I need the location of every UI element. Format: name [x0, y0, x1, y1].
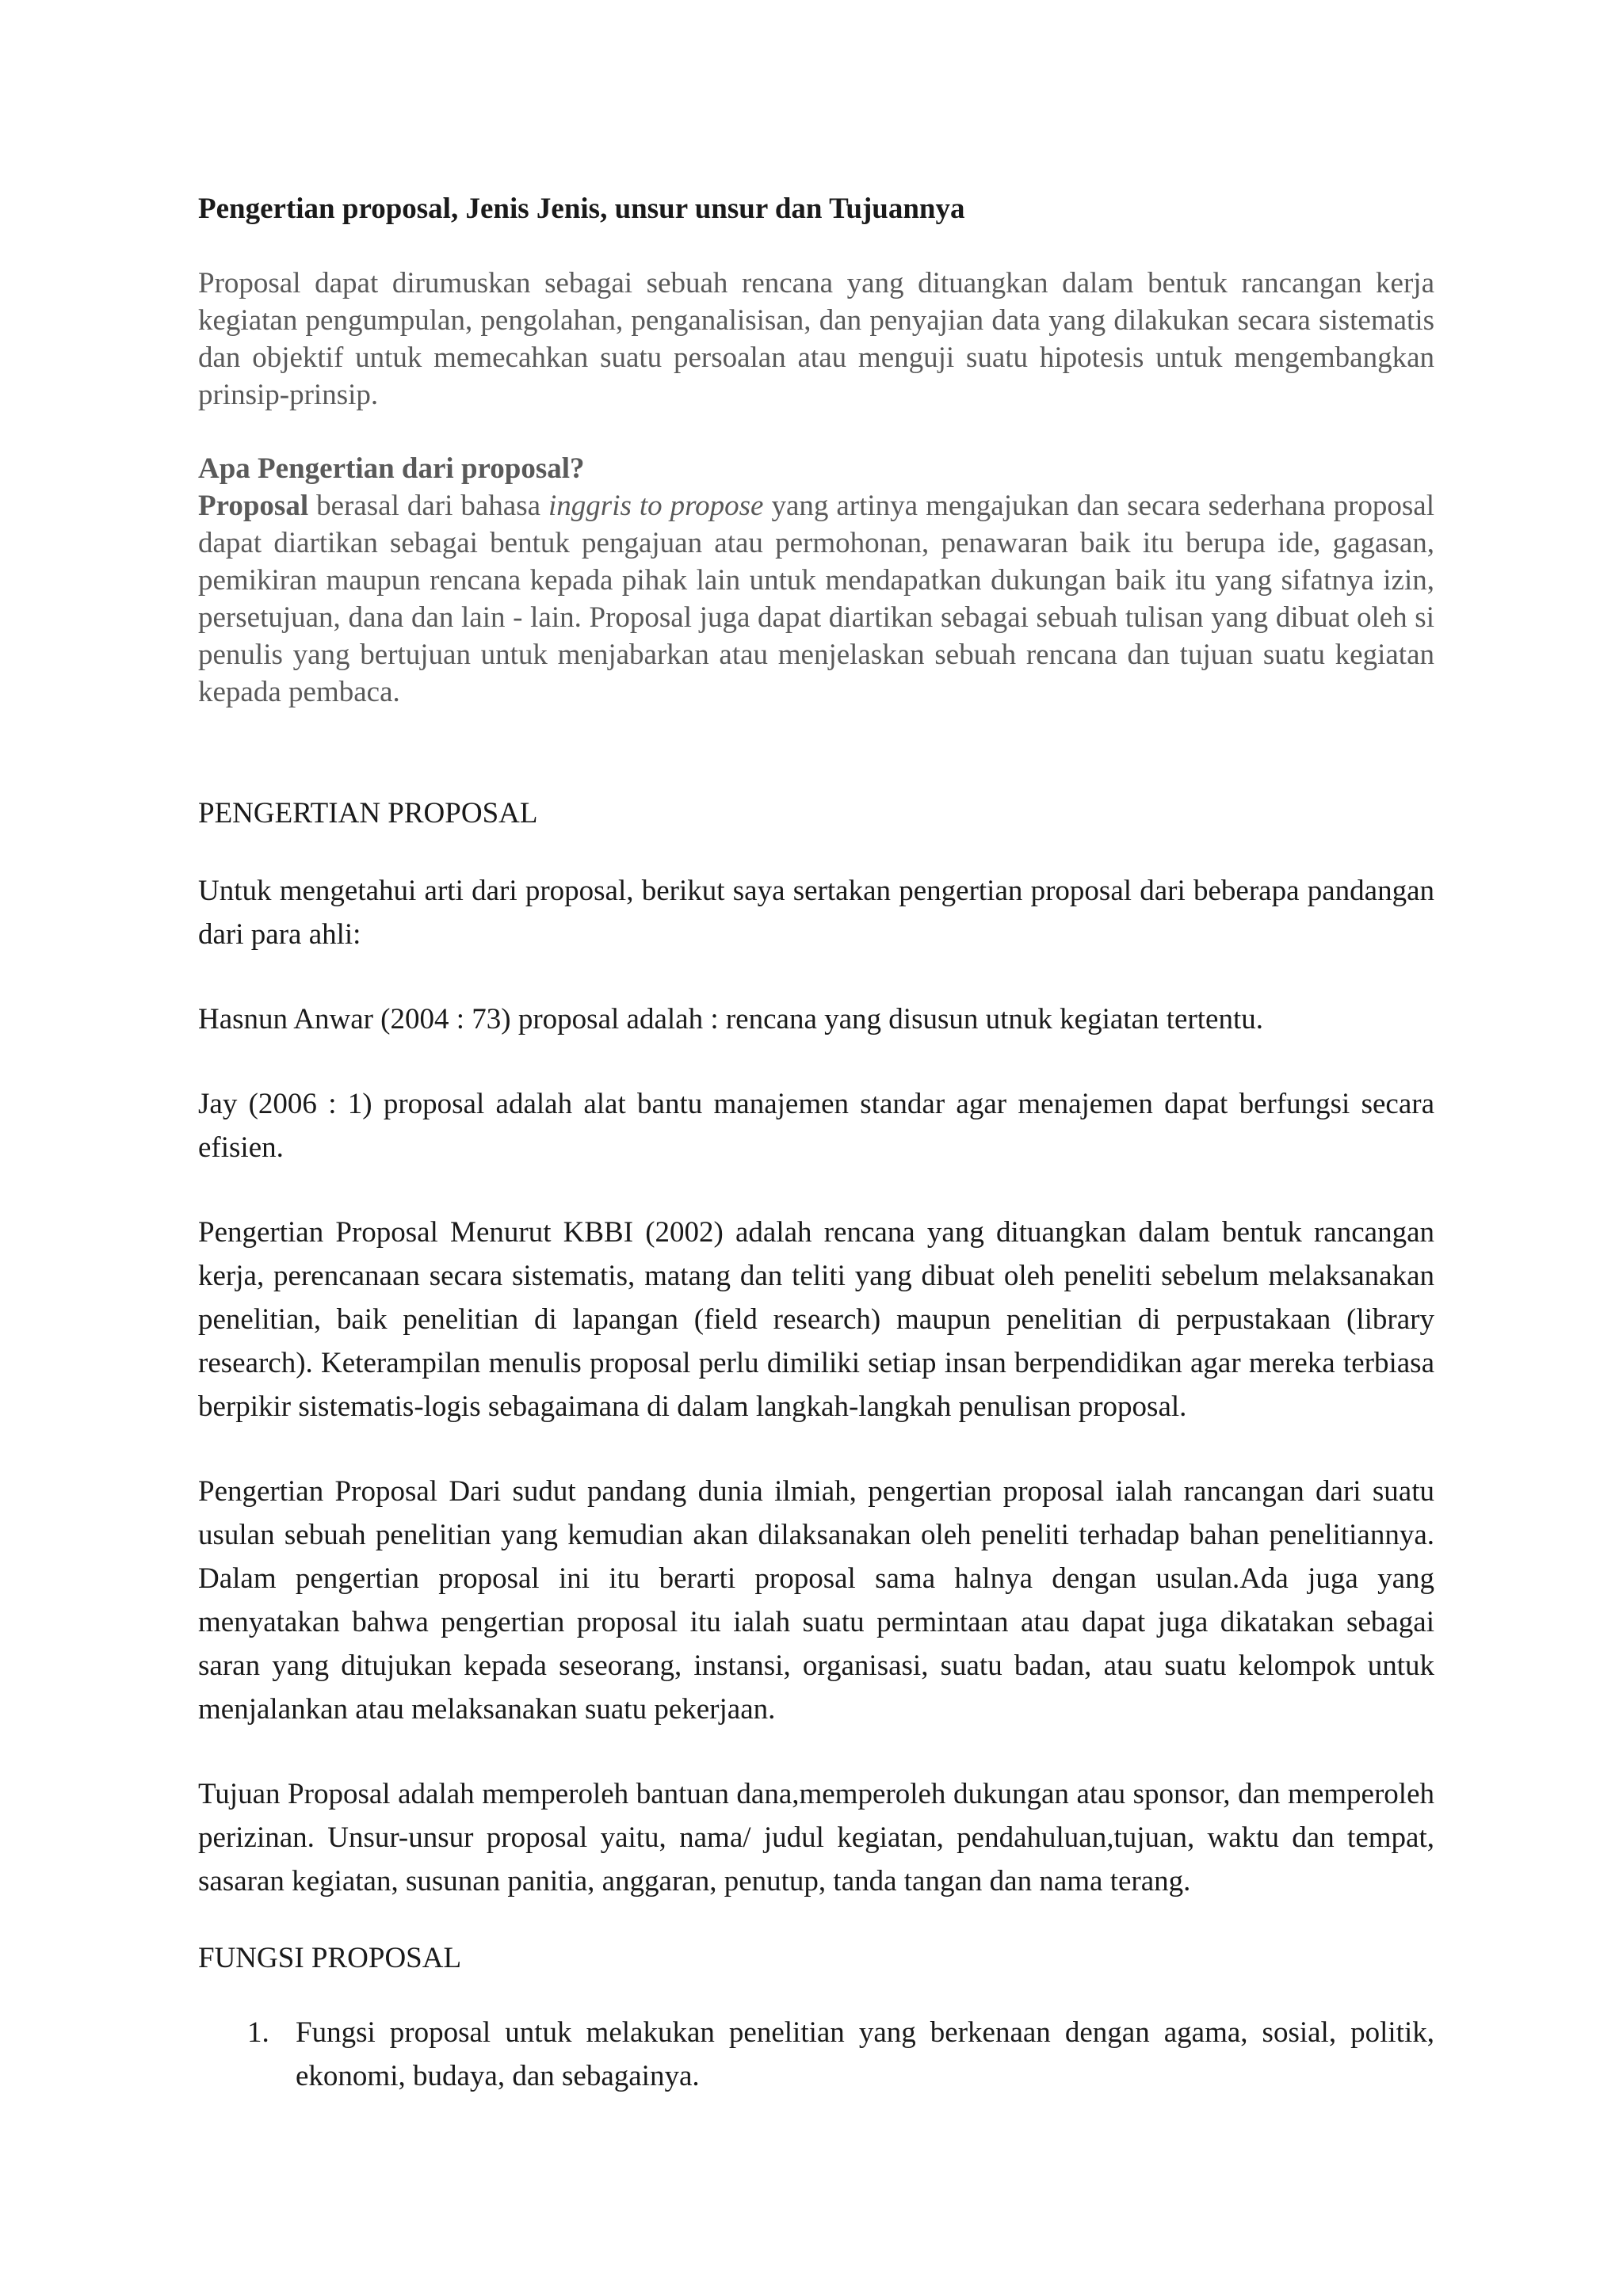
- document-page: [198, 190, 1434, 2098]
- definition-text-1: berasal dari bahasa: [308, 490, 549, 522]
- definition-paragraph: [198, 487, 1434, 711]
- paragraph-tujuan: Tujuan Proposal adalah memperoleh bantuan dana,memperoleh dukungan atau sponsor, dan memperoleh perizinan. Unsur-unsur proposal yaitu, nama/ judul kegiatan, pendahuluan,tujuan, waktu dan tempat, sasaran kegiatan, susunan panitia, anggaran, penutup, tanda tangan dan nama terang.: [198, 1778, 1434, 1897]
- document-title: Pengertian proposal, Jenis Jenis, unsur unsur dan Tujuannya: [198, 193, 965, 225]
- section-heading-pengertian: PENGERTIAN PROPOSAL: [198, 797, 538, 830]
- definition-italic: inggris to propose: [548, 490, 764, 522]
- paragraph-intro-experts: Untuk mengetahui arti dari proposal, berikut saya sertakan pengertian proposal dari beberapa pandangan dari para ahli:: [198, 875, 1434, 951]
- paragraph-kbbi: Pengertian Proposal Menurut KBBI (2002) adalah rencana yang dituangkan dalam bentuk rancangan kerja, perencanaan secara sistematis, matang dan teliti yang dibuat oleh peneliti sebelum melaksanakan penelitian, baik penelitian di lapangan (field research) maupun penelitian di perpustakaan (library research). Keterampilan menulis proposal perlu dimiliki setiap insan berpendidikan agar mereka terbiasa berpikir sistematis-logis sebagaimana di dalam langkah-langkah penulisan proposal.: [198, 1216, 1434, 1423]
- definition-bold-lead: Proposal: [198, 490, 309, 522]
- paragraph-jay: Jay (2006 : 1) proposal adalah alat bantu manajemen standar agar menajemen dapat berfungsi secara efisien.: [198, 1088, 1434, 1164]
- list-item: [198, 2011, 1434, 2098]
- intro-paragraph: Proposal dapat dirumuskan sebagai sebuah rencana yang dituangkan dalam bentuk rancangan kerja kegiatan pengumpulan, pengolahan, penganalisisan, dan penyajian data yang dilakukan secara sistematis dan objektif untuk memecahkan suatu persoalan atau menguji suatu hipotesis untuk mengembangkan prinsip-prinsip.: [198, 267, 1434, 411]
- section-heading-fungsi: FUNGSI PROPOSAL: [198, 1942, 462, 1974]
- fungsi-list: [198, 2011, 1434, 2098]
- paragraph-hasnun-anwar: Hasnun Anwar (2004 : 73) proposal adalah : rencana yang disusun utnuk kegiatan tertentu.: [198, 1003, 1263, 1035]
- question-heading: Apa Pengertian dari proposal?: [198, 452, 585, 485]
- list-item-text: Fungsi proposal untuk melakukan penelitian yang berkenaan dengan agama, sosial, politik, ekonomi, budaya, dan sebagainya.: [296, 2016, 1434, 2092]
- definition-text-2: yang artinya mengajukan dan secara sederhana proposal dapat diartikan sebagai bentuk pengajuan atau permohonan, penawaran baik itu berupa ide, gagasan, pemikiran maupun rencana kepada pihak lain untuk mendapatkan dukungan baik itu yang sifatnya izin, persetujuan, dana dan lain - lain. Proposal juga dapat diartikan sebagai sebuah tulisan yang dibuat oleh si penulis yang bertujuan untuk menjabarkan atau menjelaskan sebuah rencana dan tujuan suatu kegiatan kepada pembaca.: [198, 490, 1434, 708]
- paragraph-ilmiah: Pengertian Proposal Dari sudut pandang dunia ilmiah, pengertian proposal ialah rancangan dari suatu usulan sebuah penelitian yang kemudian akan dilaksanakan oleh peneliti terhadap bahan penelitiannya. Dalam pengertian proposal ini itu berarti proposal sama halnya dengan usulan.Ada juga yang menyatakan bahwa pengertian proposal itu ialah suatu permintaan atau dapat juga dikatakan sebagai saran yang ditujukan kepada seseorang, instansi, organisasi, suatu badan, atau suatu kelompok untuk menjalankan atau melaksanakan suatu pekerjaan.: [198, 1475, 1434, 1726]
- list-item-number: 1.: [247, 2016, 269, 2049]
